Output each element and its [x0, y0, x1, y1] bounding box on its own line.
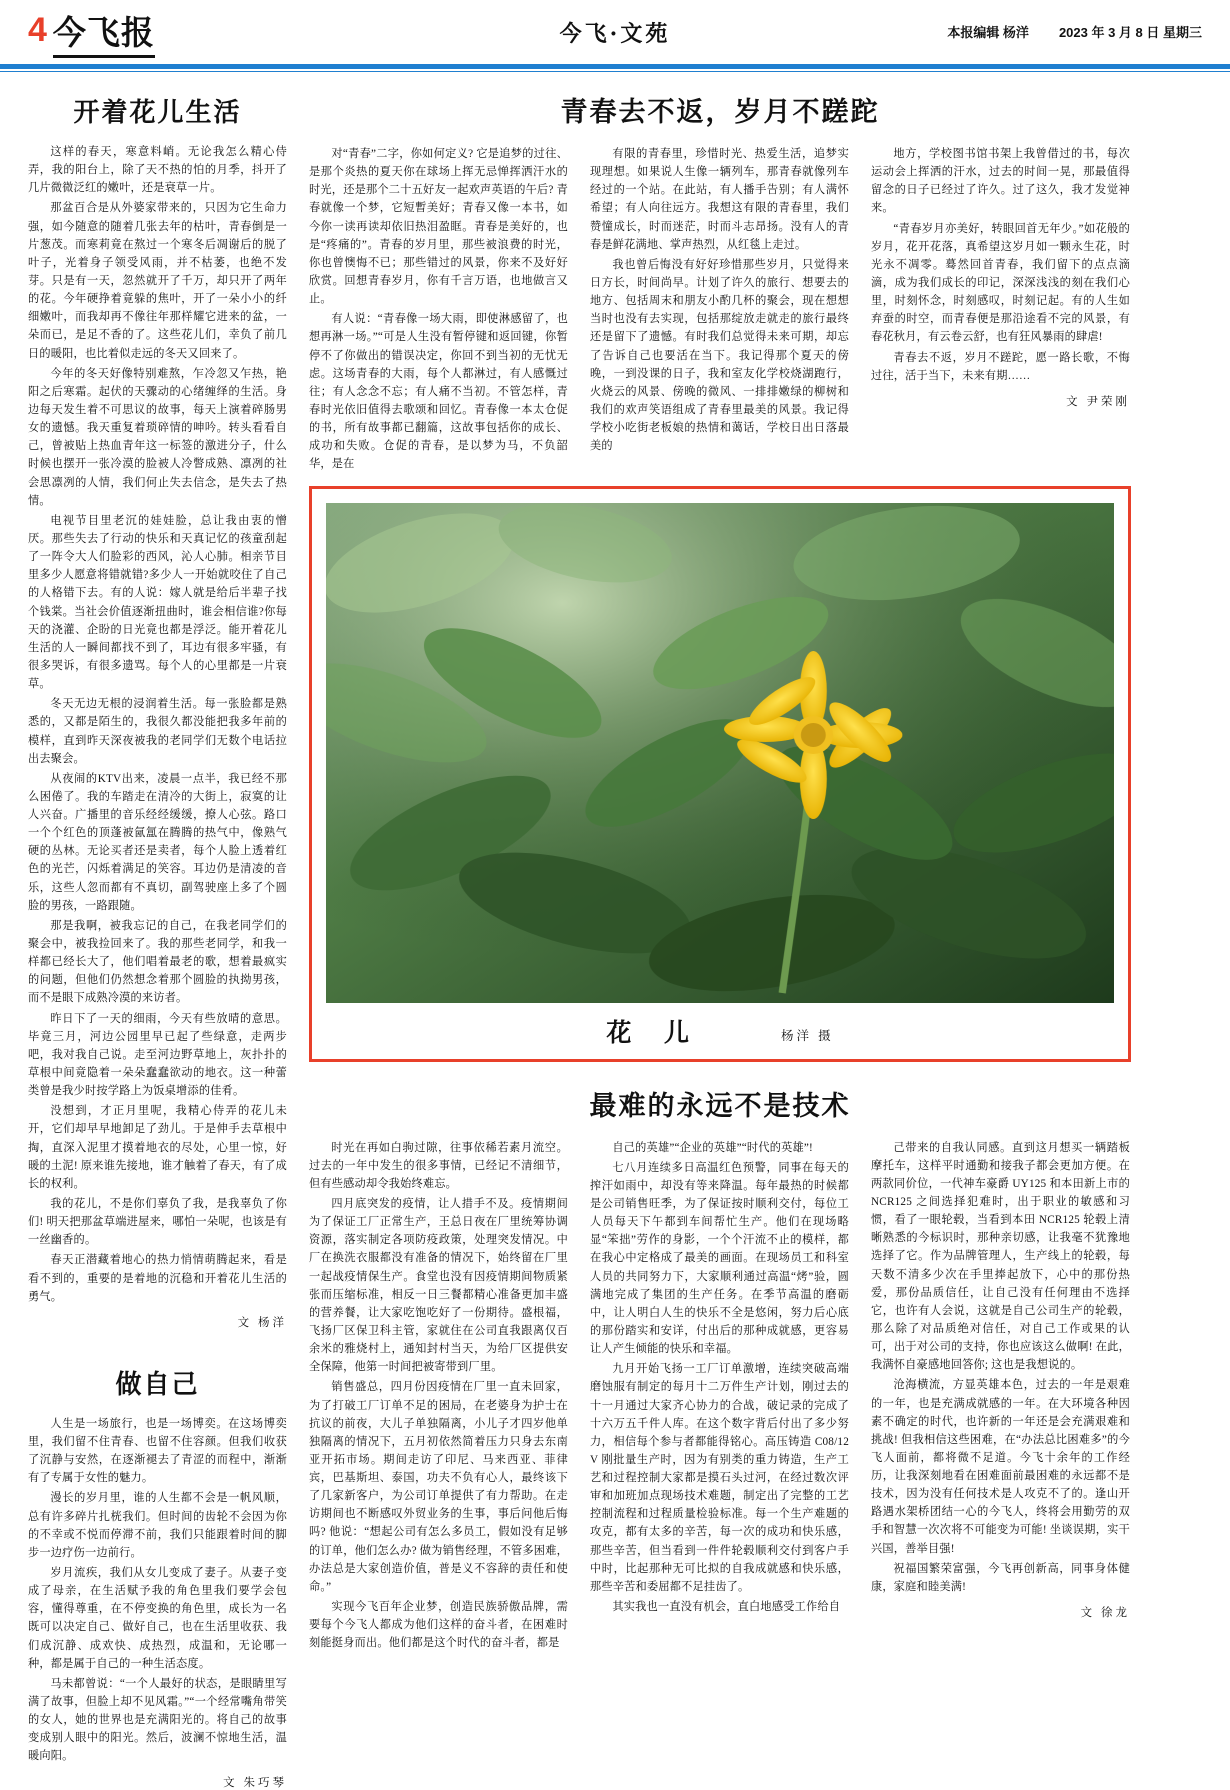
article-1-title: 开着花儿生活: [73, 98, 242, 128]
article-4-signature: 文 徐龙: [1080, 1607, 1130, 1620]
article-4-paragraph: 四月底突发的疫情，让人措手不及。疫情期间为了保证工厂正常生产，王总日夜在厂里统筹协调资源，落实制定各项防疫政策，处理突发情况。中厂在换洗衣服都没有准备的情况下，始终留在厂里一起战疫情保生产。食堂也没有因疫情期间物质紧张而压缩标准，相反一日三餐都精心准备更加丰盛的营养餐，让大家吃饱吃好了一份期待。盛根福，飞扬厂区保卫科主管，家就住在公司直我跟离仅百余米的雅烧村上，通知封村当天，为给厂区提供安全保障，他第一时间把被寄带到厂里。: [309, 1197, 568, 1374]
article-2-paragraph: 有人说：“青春像一场大雨，即使淋感留了，也想再淋一场。”“可是人生没有暂停键和返回键，你暂停不了你做出的错误决定，你回不到当初的无忧无虑。这场青春的大雨，每个人都淋过，有人感慨过往；有人念念不忘；有人痛不当初。不管怎样，青春时光依旧值得去歌颂和回忆。青春像一本太仓促的书，所有故事都已翻篇，这故事包括你的成长、成功和失败。仓促的青春，是以梦为马，不负韶华，是在: [309, 313, 568, 471]
article-3-signature: 文 朱巧琴: [223, 1776, 287, 1789]
photo-figure: [309, 486, 1131, 1062]
article-4-title: 最难的永远不是技术: [589, 1090, 851, 1122]
article-4-column-2: [590, 1139, 849, 1655]
article-4-paragraph: 祝福国繁荣富强，今飞再创新高，同事身体健康，家庭和睦美满!: [871, 1562, 1130, 1593]
article-3-title: 做自己: [115, 1369, 200, 1400]
article-3-paragraph: 马未都曾说：“一个人最好的状态，是眼睛里写满了故事，但脸上却不见风霜。”“一个经常嘴角带笑的女人，她的世界也是充满阳光的。将自己的故事变成别人眼中的阳光。然后，波澜不惊地生活，温暖向阳。: [28, 1677, 287, 1763]
photo-caption: [326, 1003, 1114, 1053]
article-2-paragraph: 地方，学校图书馆书架上我曾借过的书，每次运动会上挥洒的汗水，过去的时间一晃，那最值得留念的日子已经过了许久。过了这久，我才发觉神来。: [871, 148, 1130, 215]
right-block: [309, 86, 1131, 1790]
article-4-paragraph: 七八月连续多日高温红色预警，同事在每天的搾汗如雨中，却没有等来降温。每年最热的时候都是公司销售旺季，为了保证按时顺利交付，每位工人员每天下午都到车间帮忙生产。他们在现场略显“笨拙”劳作的身影，一个个汗流不止的模样，都在我心中定格成了最美的画面。在现场员工和科室人员的共同努力下，大家顺利通过高温“烤”验，圆满地完成了集团的生产任务。在季节高温的磨砺中，让人明白人生的快乐不全是悠闲，努力后心底的那份踏实和安详，付出后的那种成就感，更容易让人产生倾能的快乐和幸福。: [590, 1161, 849, 1356]
issue-date: 2023 年 3 月 8 日 星期三: [1058, 24, 1202, 40]
paper-name-text: 今飞报: [53, 7, 155, 58]
article-4-paragraph: 己带来的自我认同感。直到这月想买一辆踏板摩托车，这样平时通勤和接我子都会更加方便。在两款同价位，一代神车豪爵 UY125 和本田新上市的 NCR125 之间选择犯难时，出于职业的敏感和习惯，看了一眼轮毂，当看到本田 NCR125 轮毂上清晰熟悉的今标识时，那种亲切感，让我毫不犹豫地选择了它。作为品牌管理人，生产线上的轮毂，每天数不清多少次在手里捧起放下，心中的那份热爱，那份品质信任，让自己没有任何理由不选择它，也许有人会说，这就是自己公司生产的轮毂，那么除了对品质绝对信任，对自己工作或果的认可，出于对公司的支持，你也应该这么做啊! 在此，我满怀自豪感地回答你; 这也是我想说的。: [871, 1141, 1130, 1372]
article-2-paragraph: 青春去不返，岁月不蹉跎，愿一路长歌，不悔过往，活于当下，未来有期……: [871, 351, 1130, 382]
editor-label: 本报编辑 杨洋: [947, 24, 1029, 40]
article-4-paragraph: 自己的英雄”“企业的英雄”“时代的英雄”!: [612, 1141, 813, 1154]
article-3-paragraph: 岁月流疾，我们从女儿变成了妻子。从妻子变成了母亲，在生活赋予我的角色里我们要学会包容，懂得尊重，在不停变换的角色里，成长为一名既可以决定自己、做好自己，也在生活里收获、我们成沉静、成欢快、成热烈，成温和，无论哪一种，都是属于自己的一种生活态度。: [28, 1566, 287, 1670]
article-4-paragraph: 实现今飞百年企业梦，创造民族骄傲品牌，需要每个今飞人都成为他们这样的奋斗者，在困难时刻能挺身而出。他们都是这个时代的奋斗者，都是: [309, 1601, 568, 1650]
article-4-paragraph: 其实我也一直没有机会，直白地感受工作给自: [612, 1601, 841, 1614]
article-2-paragraph: 有限的青春里，珍惜时光、热爱生活，追梦实现理想。如果说人生像一辆列车，那青春就像列车经过的一个站。在此站，有人播手告别；有人满怀希望；有人向往远方。我想这有限的青春里，我们赞憧成长，时而迷茫，时而斗志昂扬。没有人的青春是鲜花满地、掌声热烈，从红毯上走过。: [590, 148, 849, 251]
page-number: 4: [28, 11, 47, 49]
photo-image: [326, 503, 1114, 1003]
article-1-paragraph: 今年的冬天好像特别难熬，乍冷忽又乍热，艳阳之后寒霜。起伏的天骤动的心绪缠绎的生活。身边每天发生着不可思议的故事，每天上演着碎肠男女的遗憾。我天重复着琐碎情的呻吟。转头看看自己，曾被贴上热血青年这一标签的激进分子，什么时候也摆开一张冷漠的脸被人冷瞥成熟、凛冽的社会思凛冽的人情，我们何止失去信念，是失去了热情。: [28, 367, 287, 507]
article-2-paragraph: 我也曾后悔没有好好珍惜那些岁月，只觉得来日方长，时间尚早。计划了许久的旅行、想要去的地方、包括周末和朋友小酌几杯的聚会，现在想想当时也没有去实现，包括那绽放走就走的旅行最终还是留下了遗憾。有时我们总觉得未来可期，却忘了告诉自己也要活在当下。我记得那个夏天的傍晚，一到没课的日子，我和室友化学校烧湖跑行，火烧云的风景、傍晚的微风、一排排嫩绿的柳树和我们的欢声笑语组成了青春里最美的风景。我记得学校小吃街老板娘的热情和蔼话，学校日出日落最美的: [590, 258, 849, 453]
article-2-title: 青春去不返，岁月不蹉跎: [560, 97, 880, 128]
article-1-paragraph: 电视节目里老沉的娃娃脸，总让我由衷的憎厌。那些失去了行动的快乐和天真记忆的孩童刮起了一阵令大人们脸彩的西风，沁人心肺。相亲节目里多少人愿意将错就错?多少人一开始就咬住了自己的人格错下去。有的人说：嫁人就是给后半辈子找个钱棠。当社会价值逐渐扭曲时，谁会相信谁?你每天的浇灌、企盼的日光竟也都是浮泛。能开着花儿生活的人一瞬间都找不到了，耳边有很多牢骚，有很多哭诉，有很多遗骂。每个人的心里都是一片衰草。: [28, 514, 287, 691]
article-2-columns: [309, 145, 1131, 476]
column-1: [28, 86, 287, 1790]
masthead: [0, 0, 1230, 64]
article-1-paragraph: 那盆百合是从外婆家带来的，只因为它生命力强，如今随意的随着几张去年的枯叶，青春倒是一片葱茂。而寒莉竟在熬过一个寒冬后凋谢后的脱了叶子，光着身子领受风雨，并不枯萎，也绝不发芽。只是有一天，忽然就开了千万，却只开了两年的花。今年硬挣着竟躲的焦叶，开了一朵小小的纤细嫩叶，而我却再不像往年那样耀它进来的盆，一朵而已，是足不香的了。这些花儿们，幸负了前几日的暖阳，也比着似走远的冬天又回来了。: [28, 202, 287, 360]
article-2-column-1: [309, 145, 568, 476]
article-4-paragraph: 时光在再如白驹过隙，往事依稀若素月流空。过去的一年中发生的很多事情，已经记不清细节，但有些感动却令我始终难忘。: [309, 1141, 568, 1190]
article-2-paragraph: 对“青春”二字，你如何定义? 它是追梦的过往、是那个炎热的夏天你在球场上挥无忌惮挥洒汗水的时光，还是那个二十五好友一起欢声英语的午后? 青春就像一个梦，它短暫美好；青春又像一本书，如今你一读再读却依旧热泪盈眶。青春是美好的，也是“疼痛的”。青春的岁月里，那些被浪费的时光，你也曾懊悔不已；那些错过的风景，你来不及好好欣赏。回想青春岁月，你有千言万语，也地做言又止。: [309, 148, 568, 306]
article-4-paragraph: 九月开始飞扬一工厂订单激增，连续突破高端磨蚀服有制定的每月十二万件生产计划，刚过去的十一月通过大家齐心协力的合战，破记录的完成了十六万五千件人库。在这个数字背后付出了多少努力，相信每个参与者都能得铭心。高压铸造 C08/12 V 刚批量生产时，因为有别类的重力铸造，生产工艺和过程控制大家都是摸石头过河，在经过数次评审和加班加点现场技术难题，制定出了完整的工艺控制流程和过程质量检验标准。每一个生产难题的攻克，都有太多的辛苦，每一次的成功和快乐感，那些辛苦，但当看到一件件轮毂顺利交付到客户手中时，比起那种无可比拟的自我成就感和快乐感，那些辛苦和委屈都不足挂齿了。: [590, 1363, 849, 1593]
article-1-paragraph: 从夜闹的KTV出来，凌晨一点半，我已经不那么困倦了。我的车踏走在清冷的大街上，寂寞的让人兴奋。广播里的音乐经经缓缓，撩人心弦。路口一个个红色的顶蓬被氤氲在腾腾的热气中，像熟气硬的丛林。无论买者还是卖者，每个人脸上透着红色的光芒，闪烁着满足的笑容。耳边仍是清凌的音乐，这些人忽而都有不真切，副驾驶座上多了个圆脸的男孩，一路跟随。: [28, 772, 287, 912]
article-1-paragraph: 昨日下了一天的细雨，今天有些放晴的意思。毕竟三月，河边公园里早已起了些绿意，走两步吧，我对我自己说。走至河边野草地上，灰扑扑的草根中间竟隐着一朵朵蠢蠢欲动的地衣。这一种蕾类曾是我少时按学路上为饭桌增添的佳肴。: [28, 1012, 287, 1098]
article-3-paragraph: 人生是一场旅行，也是一场博奕。在这场博奕里，我们留不住青春、也留不住容颜。但我们收获了沉静与安然，在逐渐褪去了青涩的而程中，渐渐有了专属于女性的魅力。: [28, 1417, 287, 1485]
article-2-paragraph: “青春岁月亦美好，转眼回首无年少。”如花般的岁月，花开花落，真希望这岁月如一颗永生花，时光永不凋零。蓦然回首青春，我们留下的点点滴滴，成为我们成长的印记，深深浅浅的刻在我们心里，时刻怀念，时刻感叹，时刻记起。有的人生如弃蚕的时空，而青春便是那沿途看不完的风景，有春花秋月，有云卷云舒，也有狂风暴雨的肆虐!: [871, 222, 1130, 344]
page-body: [0, 72, 1230, 1790]
article-2-column-3: [871, 145, 1130, 476]
article-1-paragraph: 那是我啊，被我忘记的自己，在我老同学们的聚会中，被我捡回来了。我的那些老同学，和我一样都已经长大了，他们唱着最老的歌，想着最疯实的问题，但他们仍然想念着那个圆脸的执拗男孩，而不是眼下成熟冷漠的来访者。: [28, 919, 287, 1005]
top-columns: [28, 86, 1202, 1790]
article-1-signature: 文 杨洋: [237, 1316, 287, 1329]
article-4-paragraph: 沧海横流，方显英雄本色，过去的一年是艰难的一年，也是充满成就感的一年。在大环境各种因素不确定的时代，也许新的一年还是会充满艰难和挑战! 但我相信这些困难，在“办法总比困难多”的今飞人面前，都将微不足道。今飞十余年的工作经历，让我深刻地看在困难面前最困难的永远都不是技术，因为没有任何技术是人攻克不了的。逢山开路遇水架桥团结一心的今飞人，终将会用勤劳的双手和智慧一次次将不可能变为可能! 坐谈误期，实干兴国，善举目强!: [871, 1379, 1130, 1555]
article-2-signature: 文 尹荣刚: [1066, 395, 1130, 408]
article-4-column-1: [309, 1139, 568, 1655]
photo-credit: 杨洋 摄: [781, 1028, 834, 1043]
article-4-columns: [309, 1139, 1131, 1655]
photo-caption-title: 花 儿: [606, 1017, 702, 1047]
article-2-column-2: [590, 145, 849, 476]
article-3-paragraph: 漫长的岁月里，谁的人生都不会是一帆风顺，总有许多碎片扎桄我们。但时间的齿轮不会因为你的不幸或不悦而停滞不前，我们只能跟着时间的脚步一边疗伤一边前行。: [28, 1492, 287, 1559]
masthead-rule: [0, 64, 1230, 69]
article-1-paragraph: 这样的春天，寒意料峭。无论我怎么精心侍弄，我的阳台上，除了天不热的怕的月季，抖开了几片微微泛红的嫩叶，还是衰草一片。: [28, 146, 287, 195]
section-title: 今飞·文苑: [559, 20, 671, 47]
article-1-paragraph: 我的花儿，不是你们辜负了我，是我辜负了你们! 明天把那盆草端进屋来，哪怕一朵呢，也该是有一丝幽香的。: [28, 1198, 287, 1247]
article-1-paragraph: 没想到，才正月里呢，我精心侍弄的花儿未开，它们却早早地卸足了劲儿。于是伸手去草根中掏，直深入泥里才摸着地衣的尽处，心里一惊，好暖的土泥! 原来谁先接地，谁才触着了春天，有了成长的权利。: [28, 1105, 287, 1190]
article-1-paragraph: 冬天无边无根的浸润着生活。每一张脸都是熟悉的，又都是陌生的，我很久都没能把我多年前的模样，直到昨天深夜被我的老同学们无数个电话拉出去聚会。: [28, 698, 287, 765]
article-4-paragraph: 销售盛总，四月份因疫情在厂里一直未回家，为了打破工厂订单不足的困局，在老婆身为护士在抗议的前夜，大儿子单独隔离，小儿子才四岁他单独隔离的情况下，五月初依然简着压力只身去东南亚开拓市场。期间走访了印尼、马来西亚、菲律宾，巴基斯坦、泰国，功夫不负有心人，最终该下了几家新客户，为公司订单提供了有力帮助。在走访期间也不断感叹外贸业务的生事，事后问他后悔吗? 他说：“想起公司有怎么多员工，假如没有足够的订单，他们怎么办? 做为销售经理，不管多困难，办法总是大家创造价值，普是义不容辞的责任和使命。”: [309, 1381, 568, 1593]
article-4-column-3: [871, 1139, 1130, 1655]
article-1-paragraph: 春天正潜藏着地心的热力悄情萌腾起来，看是看不到的，重要的是着地的沉稳和开着花儿生活的勇气。: [28, 1254, 287, 1303]
